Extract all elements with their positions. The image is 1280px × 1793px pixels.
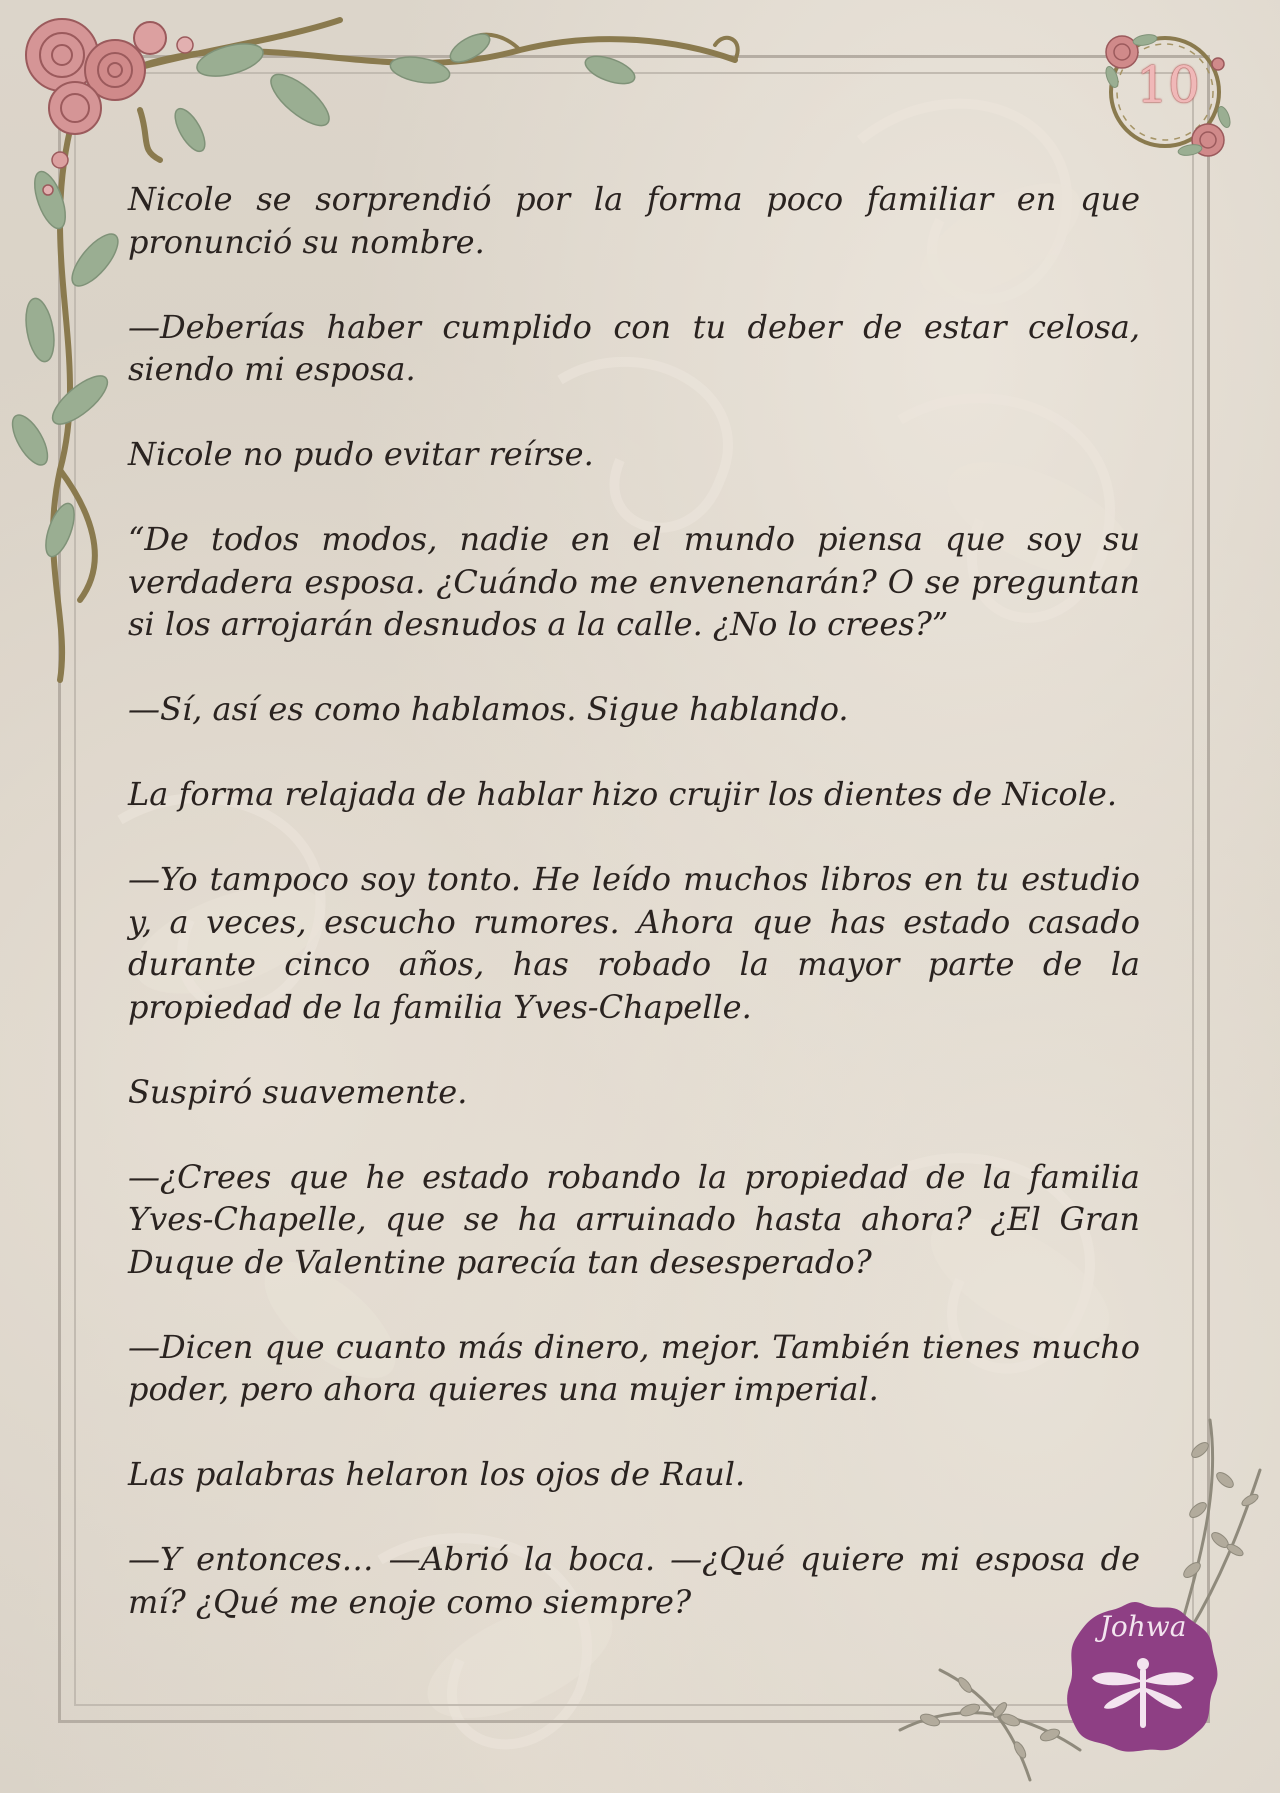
paragraph: —Deberías haber cumplido con tu deber de estar celosa, siendo mi esposa. — [128, 307, 1140, 388]
story-text — [128, 178, 1140, 1666]
paragraph: Las palabras helaron los ojos de Raul. — [128, 1455, 746, 1493]
paragraph: Suspiró suavemente. — [128, 1072, 468, 1111]
watermark-name: Johwa — [1099, 1610, 1187, 1643]
paragraph: —Yo tampoco soy tonto. He leído muchos libros en tu estudio y, a veces, escucho rumores. Ahora que has estado casado durante cinco años, has robado la mayor parte de la propiedad de la familia Yves-Chapelle. — [128, 860, 1140, 1026]
paragraph: Nicole no pudo evitar reírse. — [128, 435, 594, 473]
paragraph: —Y entonces… —Abrió la boca. —¿Qué quiere mi esposa de mí? ¿Qué me enoje como siempre? — [128, 1540, 1140, 1621]
page-number: 10 — [1136, 56, 1200, 114]
paragraph: La forma relajada de hablar hizo crujir los dientes de Nicole. — [128, 775, 1118, 813]
paragraph: —Dicen que cuanto más dinero, mejor. También tienes mucho poder, pero ahora quieres una mujer imperial. — [128, 1327, 1140, 1408]
paragraph: —¿Crees que he estado robando la propiedad de la familia Yves-Chapelle, que se ha arruinado hasta ahora? ¿El Gran Duque de Valentine parecía tan desesperado? — [128, 1157, 1140, 1281]
paragraph: —Sí, así es como hablamos. Sigue hablando. — [128, 690, 849, 728]
paragraph: Nicole se sorprendió por la forma poco familiar en que pronunció su nombre. — [128, 180, 1140, 261]
paragraph: “De todos modos, nadie en el mundo piensa que soy su verdadera esposa. ¿Cuándo me envenenarán? O se preguntan si los arrojarán desnudos a la calle. ¿No lo crees?” — [128, 520, 1140, 643]
